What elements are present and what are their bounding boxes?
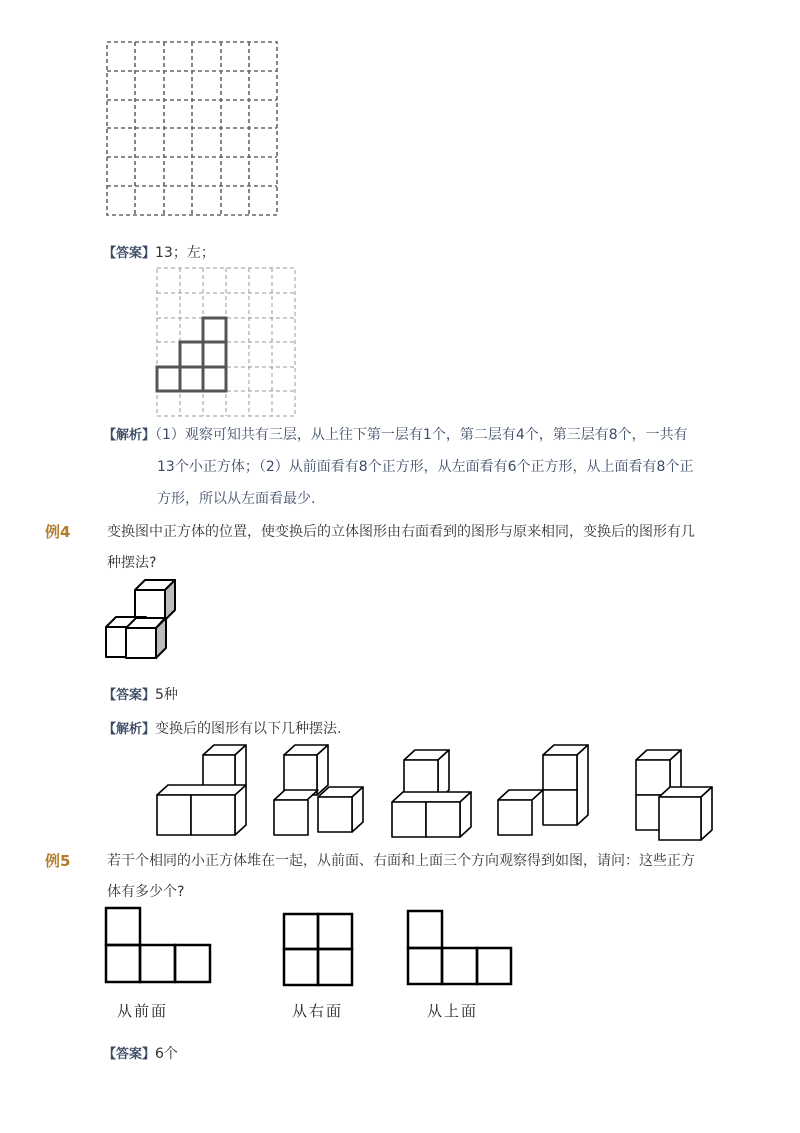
- ex4-analysis: 变换后的图形有以下几种摆法.: [155, 721, 342, 737]
- arrangement-2: [274, 745, 363, 835]
- q3-analysis-line-1: [103, 425, 688, 446]
- example-4-label: 例4: [45, 523, 71, 541]
- answer-tag: 【答案】: [103, 1047, 156, 1062]
- arrangement-3: [392, 750, 471, 837]
- q3-analysis-line-3: 方形，所以从左面看最少.: [157, 491, 316, 507]
- example-5-label: 例5: [45, 852, 71, 870]
- caption-front: 从前面: [117, 1002, 169, 1020]
- q3-answer: 13；左；: [155, 245, 215, 261]
- ex5-answer-line: [103, 1044, 178, 1065]
- answer-tag: 【答案】: [103, 688, 156, 703]
- answer-tag: 【答案】: [103, 246, 156, 261]
- q3-analysis-line-2: 13个小正方体；（2）从前面看有8个正方形，从左面看有6个正方形，从上面看有8个正: [157, 459, 694, 475]
- analysis-tag: 【解析】: [103, 428, 156, 443]
- ex4-analysis-line: [103, 719, 341, 740]
- arrangement-4: [498, 745, 588, 835]
- caption-top: 从上面: [427, 1002, 479, 1020]
- ex4-answer: 5种: [155, 687, 178, 703]
- ex5-answer: 6个: [155, 1046, 178, 1062]
- ex5-question-line-1: 若干个相同的小正方体堆在一起，从前面、右面和上面三个方向观察得到如图，请问：这些正方: [107, 853, 695, 869]
- ex4-question-line-1: 变换图中正方体的位置，使变换后的立体图形由右面看到的图形与原来相同，变换后的图形有几: [107, 524, 695, 540]
- ex4-question-line-2: 种摆法?: [107, 555, 157, 571]
- arrangement-1: [157, 745, 246, 835]
- analysis-tag: 【解析】: [103, 722, 156, 737]
- ex4-answer-line: [103, 685, 178, 706]
- ex4-arrangements-figure: [0, 740, 800, 840]
- dashed-grid-top: [0, 0, 800, 230]
- ex5-question-line-2: 体有多少个?: [107, 884, 185, 900]
- ex5-views-figure: [0, 905, 800, 985]
- answer-grid-figure: [0, 262, 800, 422]
- right-view: [284, 914, 352, 985]
- top-view: [408, 911, 511, 984]
- arrangement-5: [636, 750, 712, 840]
- caption-right: 从右面: [292, 1002, 344, 1020]
- analysis-text: （1）观察可知共有三层，从上往下第一层有1个，第二层有4个，第三层有8个，一共有: [155, 427, 688, 443]
- ex4-cube-figure: [0, 575, 800, 665]
- front-view: [106, 908, 210, 982]
- q3-answer-line: [103, 243, 215, 264]
